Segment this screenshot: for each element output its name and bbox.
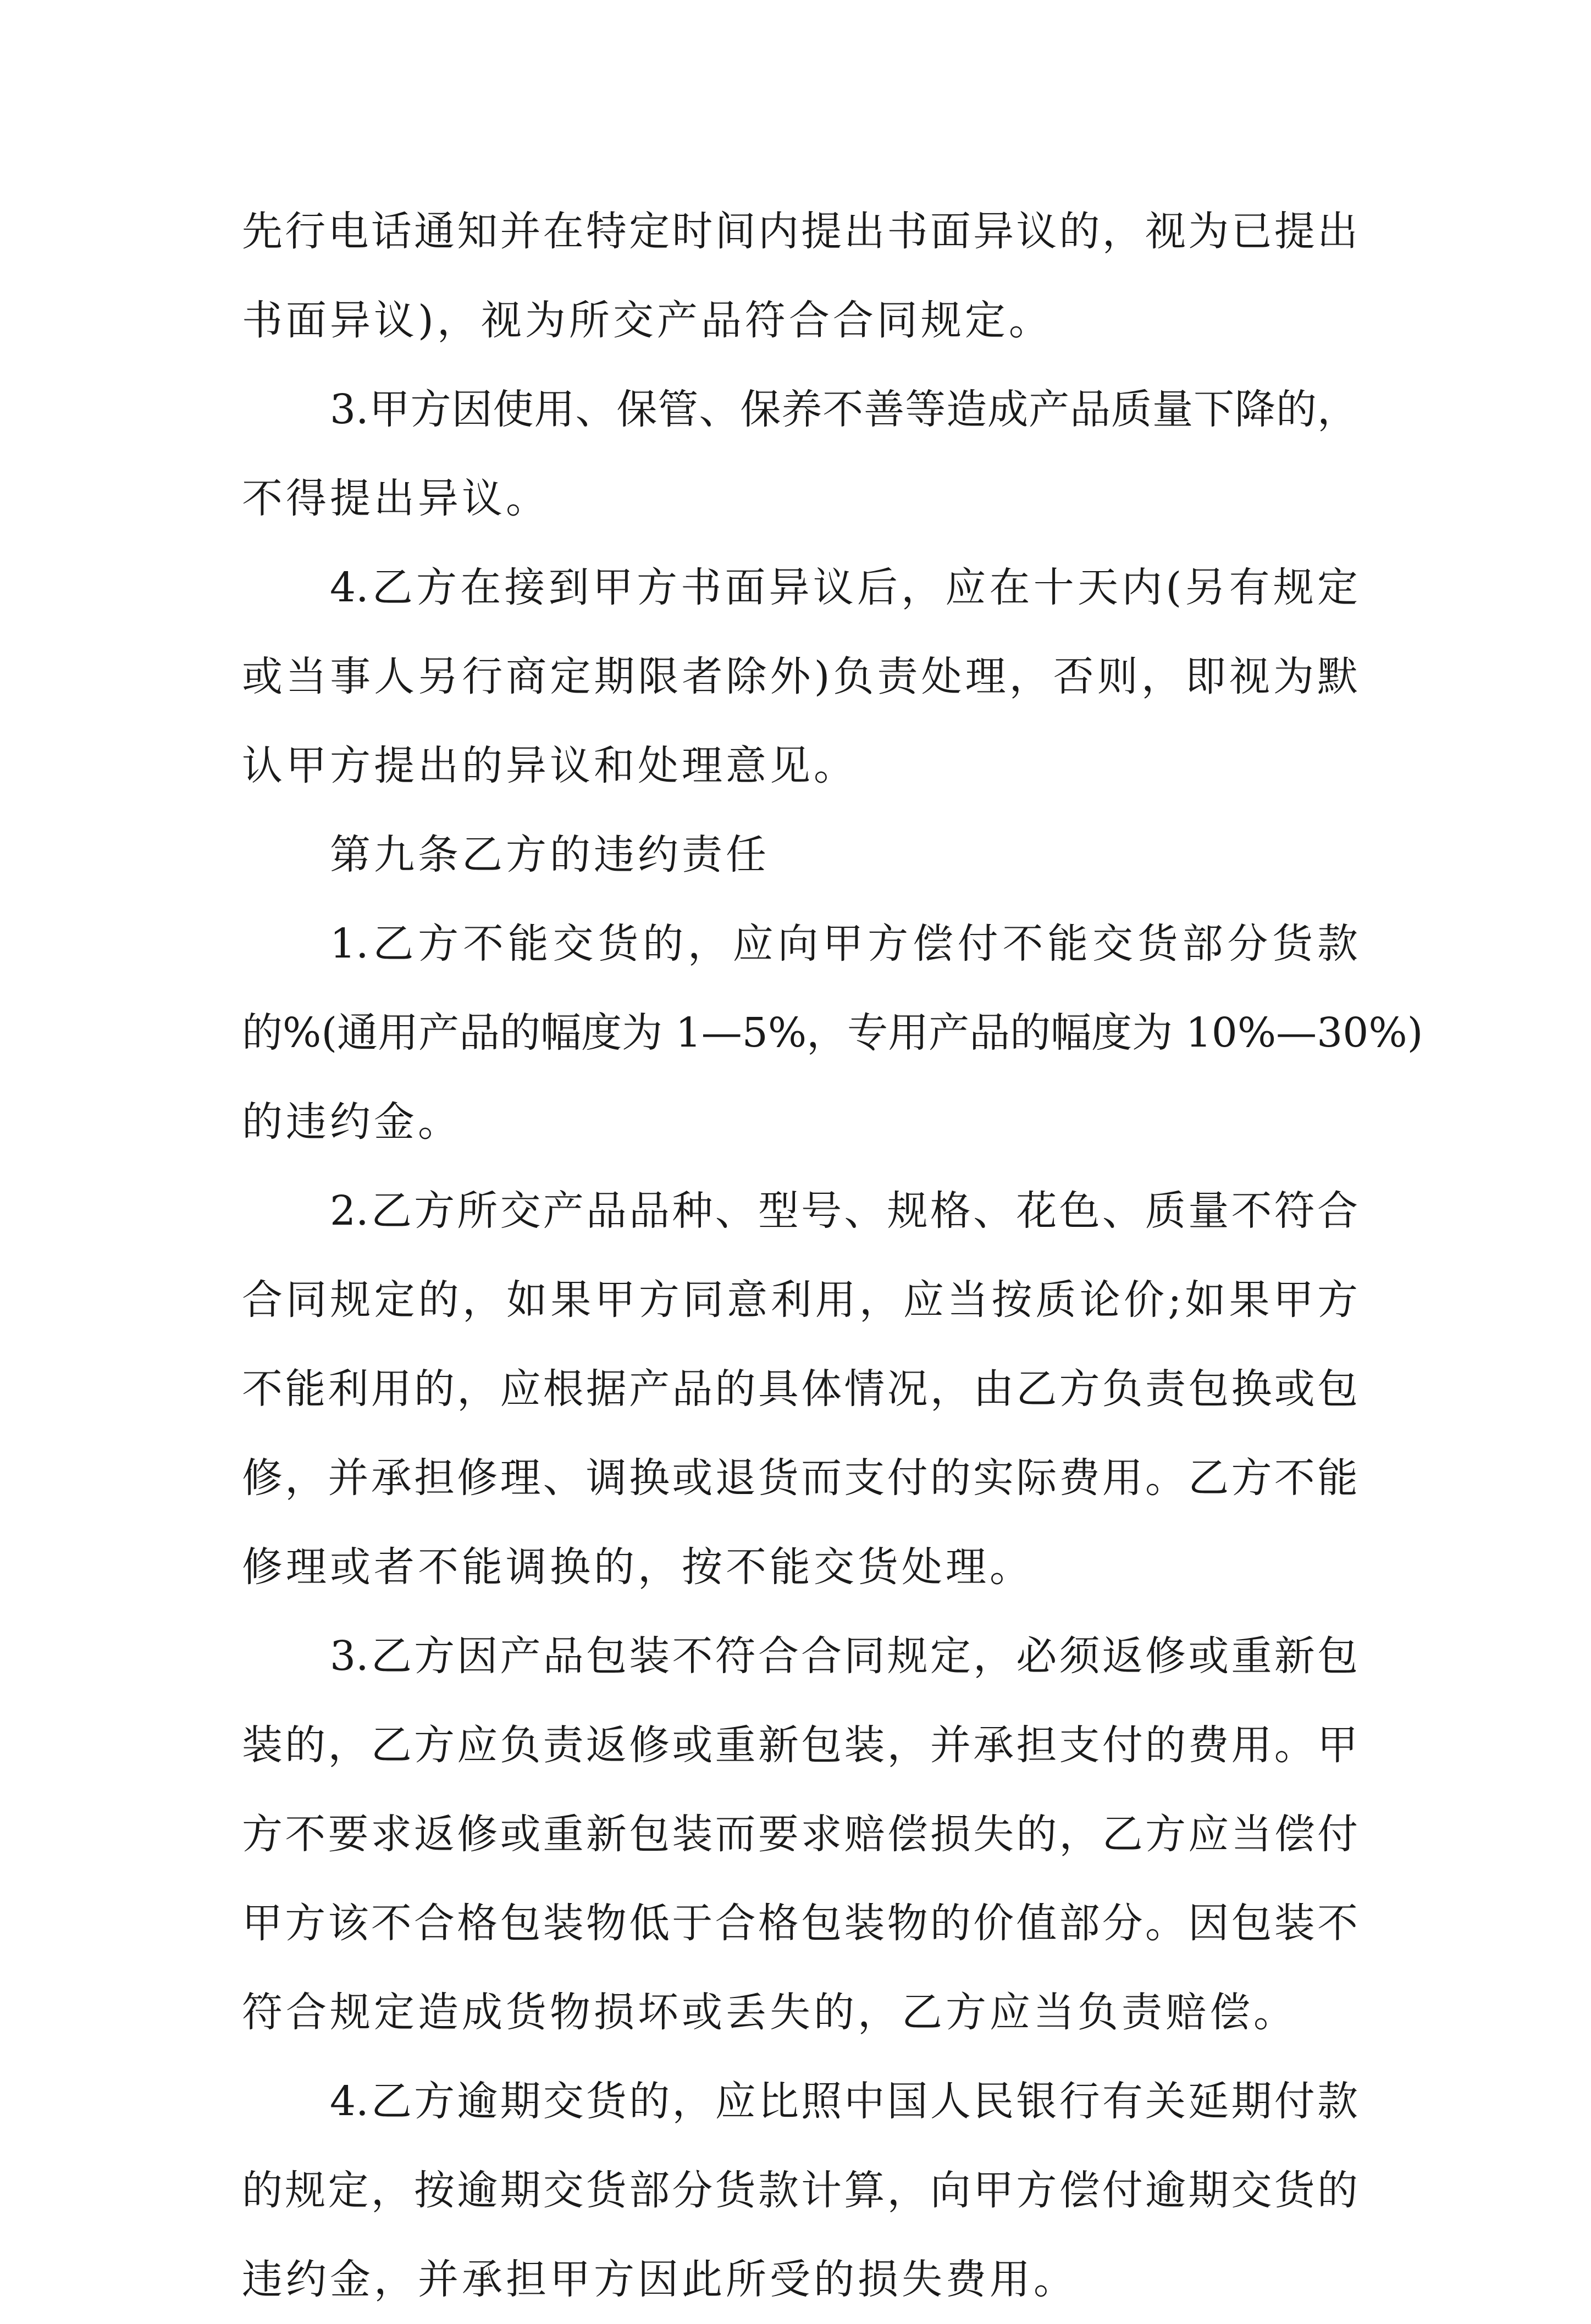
text-line: 方不要求返修或重新包装而要求赔偿损失的，乙方应当偿付 [242, 1811, 1358, 1858]
text-line: 不得提出异议。 [242, 475, 550, 522]
text-line: 符合规定造成货物损坏或丢失的，乙方应当负责赔偿。 [242, 1989, 1297, 2036]
clause-3-line: 3.乙方因产品包装不符合合同规定，必须返修或重新包 [330, 1633, 1358, 1680]
section-heading: 第九条乙方的违约责任 [330, 831, 770, 878]
clause-1-line: 1.乙方不能交货的，应向甲方偿付不能交货部分货款 [330, 920, 1358, 967]
text-line: 的违约金。 [242, 1098, 462, 1146]
text-line: 修，并承担修理、调换或退货而支付的实际费用。乙方不能 [242, 1454, 1358, 1502]
document-body [242, 187, 1423, 2324]
text-line: 合同规定的，如果甲方同意利用，应当按质论价;如果甲方 [242, 1276, 1358, 1324]
text-line: 书面异议)，视为所交产品符合合同规定。 [242, 297, 1053, 344]
text-line: 先行电话通知并在特定时间内提出书面异议的，视为已提出 [242, 208, 1358, 255]
clause-4-line: 4.乙方在接到甲方书面异议后，应在十天内(另有规定 [330, 564, 1358, 611]
text-line: 修理或者不能调换的，按不能交货处理。 [242, 1543, 1034, 1591]
text-line: 或当事人另行商定期限者除外)负责处理，否则，即视为默 [242, 653, 1358, 700]
text-line: 装的，乙方应负责返修或重新包装，并承担支付的费用。甲 [242, 1722, 1358, 1769]
text-line: 认甲方提出的异议和处理意见。 [242, 742, 858, 789]
text-line: 的规定，按逾期交货部分货款计算，向甲方偿付逾期交货的 [242, 2167, 1358, 2214]
clause-4-line: 4.乙方逾期交货的，应比照中国人民银行有关延期付款 [330, 2078, 1358, 2125]
clause-3-line: 3.甲方因使用、保管、保养不善等造成产品质量下降的， [330, 386, 1358, 433]
clause-2-line: 2.乙方所交产品品种、型号、规格、花色、质量不符合 [330, 1187, 1358, 1235]
text-line: 的%(通用产品的幅度为 1—5%，专用产品的幅度为 10%—30%) [242, 1009, 1423, 1056]
text-line: 违约金，并承担甲方因此所受的损失费用。 [242, 2256, 1078, 2303]
text-line: 不能利用的，应根据产品的具体情况，由乙方负责包换或包 [242, 1365, 1358, 1413]
text-line: 甲方该不合格包装物低于合格包装物的价值部分。因包装不 [242, 1900, 1358, 1947]
